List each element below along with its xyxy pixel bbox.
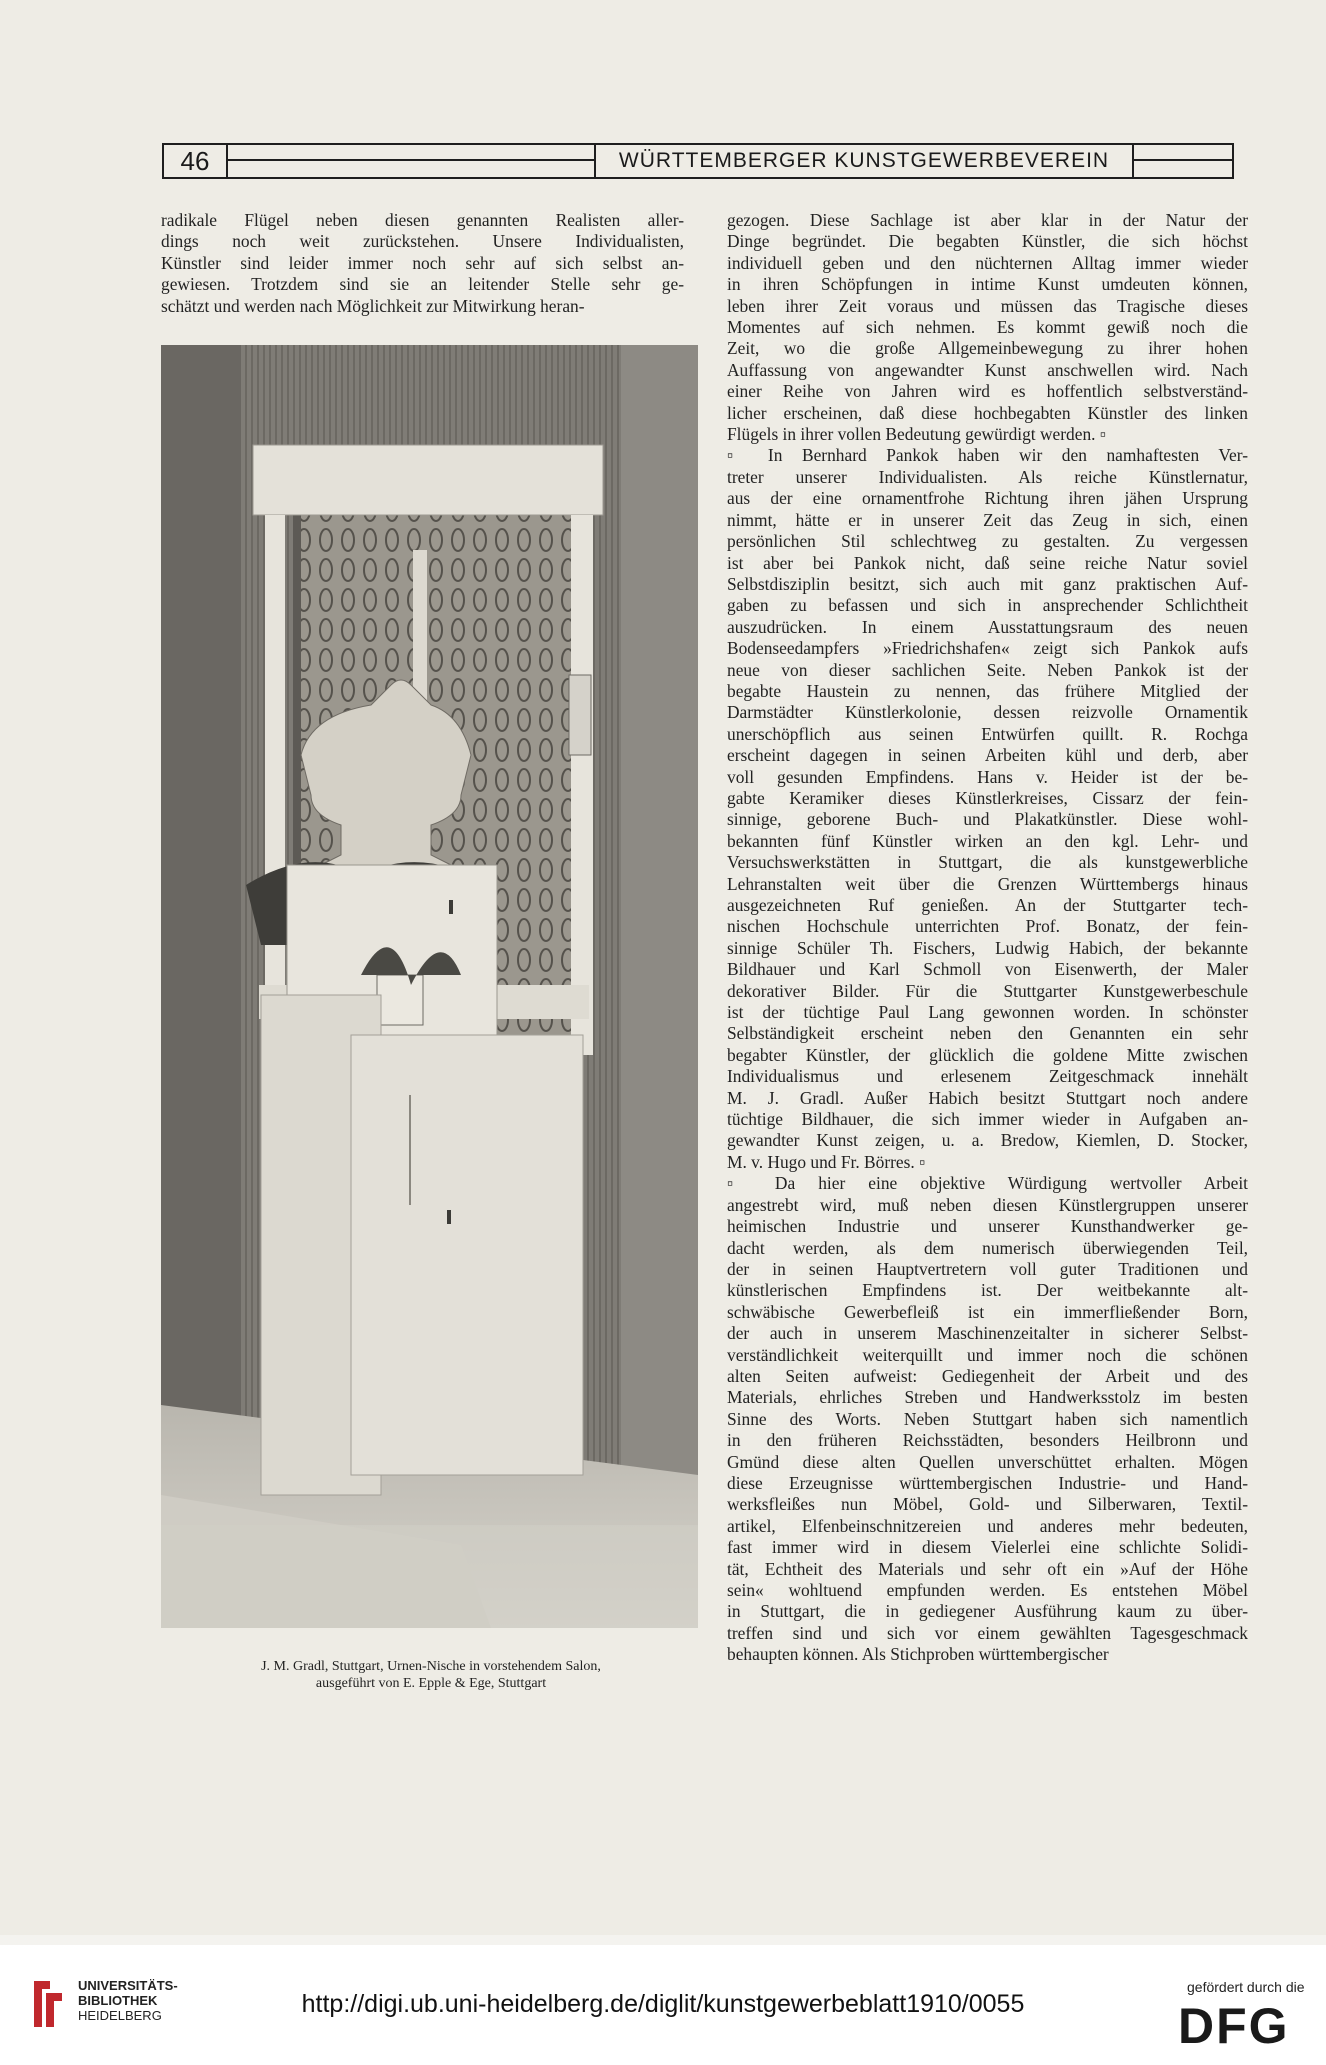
right-column-line: tüchtige Bildhauer, die sich immer wieder in Aufgaben an- xyxy=(727,1109,1248,1130)
right-column-line: nimmt, hätte er in unserer Zeit das Zeug in sich, einen xyxy=(727,509,1248,530)
library-line-1: UNIVERSITÄTS- xyxy=(78,1978,178,1993)
right-column-line: gezogen. Diese Sachlage ist aber klar in der Natur der xyxy=(727,210,1248,230)
page-edge xyxy=(0,1935,1326,1945)
right-column-line: begabte Haustein zu nennen, das frühere Mitglied der xyxy=(727,680,1248,701)
right-column-line: gabte Keramiker dieses Künstlerkreises, Cissarz der fein- xyxy=(727,787,1248,808)
right-column-line: Momentes auf sich nehmen. Es kommt gewiß noch die xyxy=(727,317,1248,338)
right-column-line: sinnige, geborene Buch- und Plakatkünstler. Diese wohl- xyxy=(727,809,1248,830)
left-column-line: dings noch weit zurückstehen. Unsere Individualisten, xyxy=(161,231,684,252)
running-header xyxy=(162,143,1234,179)
right-column-line: werksfleißes nun Möbel, Gold- und Silberwaren, Textil- xyxy=(727,1494,1248,1515)
right-column-line: Versuchswerkstätten in Stuttgart, die als kunstgewerbliche xyxy=(727,852,1248,873)
right-column-line: nischen Hochschule unterrichten Prof. Bonatz, der fein- xyxy=(727,916,1248,937)
right-column-line: ausgezeichneten Ruf genießen. An der Stuttgarter tech- xyxy=(727,895,1248,915)
header-rule-left xyxy=(228,159,594,161)
right-column-line: licher erscheinen, daß diese hochbegabten Künstler des linken xyxy=(727,402,1248,423)
left-column-line: Künstler sind leider immer noch sehr auf sich selbst an- xyxy=(161,252,684,273)
right-column-line: Gmünd diese alten Quellen unverschüttet erhalten. Mögen xyxy=(727,1451,1248,1472)
right-column-line: dekorativer Bilder. Für die Stuttgarter Kunstgewerbeschule xyxy=(727,980,1248,1001)
right-column-line: Flügels in ihrer vollen Bedeutung gewürdigt werden. ▫ xyxy=(727,424,1107,445)
caption-line-1: J. M. Gradl, Stuttgart, Urnen-Nische in vorstehendem Salon, xyxy=(261,1659,601,1674)
right-column-line: sein« wohltuend empfunden werden. Es entstehen Möbel xyxy=(727,1580,1248,1600)
source-url-link[interactable]: http://digi.ub.uni-heidelberg.de/diglit/kunstgewerbeblatt1910/0055 xyxy=(301,1990,1025,2018)
right-column-line: treter unserer Individualisten. Als reiche Künstlernatur, xyxy=(727,466,1248,487)
right-column-line: fast immer wird in diesem Vielerlei eine schlichte Solidi- xyxy=(727,1537,1248,1558)
right-column-line: Bodenseedampfers »Friedrichshafen« zeigt sich Pankok aufs xyxy=(727,638,1248,659)
right-column-line: Selbständigkeit erscheint neben den Genannten ein sehr xyxy=(727,1023,1248,1044)
right-column-line: in ihren Schöpfungen in intime Kunst umdeuten können, xyxy=(727,274,1248,295)
right-column-line: M. J. Gradl. Außer Habich besitzt Stuttgart noch andere xyxy=(727,1087,1248,1108)
right-column-line: begabter Künstler, der glücklich die goldene Mitte zwischen xyxy=(727,1044,1248,1065)
right-column-line: schwäbische Gewerbefleiß ist ein immerfließender Born, xyxy=(727,1301,1248,1322)
right-column-line: heimischen Industrie und unserer Kunsthandwerker ge- xyxy=(727,1216,1248,1237)
right-column-line: Individualismus und erlesenem Zeitgeschmack innehält xyxy=(727,1066,1248,1087)
urn-niche-photograph xyxy=(161,345,698,1628)
right-column-line: angestrebt wird, muß neben diesen Künstlergruppen unserer xyxy=(727,1194,1248,1215)
right-column-line: voll gesunden Empfindens. Hans v. Heider ist der be- xyxy=(727,766,1248,787)
right-column-line: Sinne des Worts. Neben Stuttgart haben sich namentlich xyxy=(727,1408,1248,1429)
right-column-line: dacht werden, als dem numerisch überwiegenden Teil, xyxy=(727,1237,1248,1258)
dfg-logo: DFG xyxy=(1178,1998,1290,2054)
right-column-line: Auffassung von angewandter Kunst anschwellen wird. Nach xyxy=(727,359,1248,380)
right-column-line: ▫ Da hier eine objektive Würdigung wertvoller Arbeit xyxy=(727,1173,1248,1194)
right-column-line: leben ihrer Zeit voraus und müssen das Tragische dieses xyxy=(727,295,1248,316)
right-column-line: erscheint dagegen in seinen Arbeiten kühl und derb, aber xyxy=(727,745,1248,766)
right-column-line: aus der eine ornamentfrohe Richtung ihren jähen Ursprung xyxy=(727,488,1248,509)
right-column-line: tät, Echtheit des Materials und sehr oft ein »Auf der Höhe xyxy=(727,1558,1248,1579)
right-column-line: M. v. Hugo und Fr. Börres. ▫ xyxy=(727,1151,926,1172)
right-column-line: ist der tüchtige Paul Lang gewonnen worden. In schönster xyxy=(727,1002,1248,1023)
right-column-line: ▫ In Bernhard Pankok haben wir den namhaftesten Ver- xyxy=(727,445,1248,466)
right-column-line: individuell geben und den nüchternen Alltag immer wieder xyxy=(727,252,1248,273)
right-column-line: behaupten können. Als Stichproben württembergischer xyxy=(727,1644,1109,1665)
right-column-line: ist aber bei Pankok nicht, daß seine reiche Natur soviel xyxy=(727,552,1248,573)
right-column-line: auszudrücken. In einem Ausstattungsraum des neuen xyxy=(727,616,1248,637)
right-column-text xyxy=(727,210,1248,1666)
right-column-line: einer Reihe von Jahren wird es hoffentlich selbstverständ- xyxy=(727,381,1248,402)
right-column-line: sinnige Schüler Th. Fischers, Ludwig Habich, der bekannte xyxy=(727,937,1248,958)
right-column-line: Dinge begründet. Die begabten Künstler, die sich höchst xyxy=(727,231,1248,252)
left-column-line: schätzt und werden nach Möglichkeit zur Mitwirkung heran- xyxy=(161,295,585,316)
right-column-line: gaben zu befassen und sich in ansprechender Schlichtheit xyxy=(727,595,1248,616)
left-column-text xyxy=(161,210,684,317)
library-line-2: BIBLIOTHEK xyxy=(78,1993,158,2008)
left-column-line: gewiesen. Trotzdem sind sie an leitender Stelle sehr ge- xyxy=(161,274,684,295)
right-column-line: Lehranstalten weit über die Grenzen Württembergs hinaus xyxy=(727,873,1248,894)
right-column-line: in den früheren Reichsstädten, besonders Heilbronn und xyxy=(727,1430,1248,1451)
right-column-line: in Stuttgart, die in gediegener Ausführung kaum zu über- xyxy=(727,1601,1248,1622)
right-column-line: persönlichen Stil schlechtweg zu gestalten. Zu vergessen xyxy=(727,531,1248,552)
right-column-line: Selbstdisziplin besitzt, sich auch mit ganz praktischen Auf- xyxy=(727,573,1248,594)
right-column-line: Bildhauer und Karl Schmoll von Eisenwerth, der Maler xyxy=(727,959,1248,980)
right-column-line: alten Seiten aufweist: Gediegenheit der Arbeit und des xyxy=(727,1365,1248,1386)
right-column-line: bekannten fünf Künstler wirken an den kgl. Lehr- und xyxy=(727,830,1248,851)
right-column-line: neue von dieser sachlichen Seite. Neben Pankok ist der xyxy=(727,659,1248,680)
journal-title: WÜRTTEMBERGER KUNSTGEWERBEVEREIN xyxy=(594,145,1134,177)
right-column-line: der in seinen Hauptvertretern voll guter Traditionen und xyxy=(727,1258,1248,1279)
right-column-line: artikel, Elfenbeinschnitzereien und anderes mehr bedeuten, xyxy=(727,1515,1248,1536)
right-column-line: künstlerischen Empfindens ist. Der weitbekannte alt- xyxy=(727,1280,1248,1301)
caption-line-2: ausgeführt von E. Epple & Ege, Stuttgart xyxy=(315,1676,547,1691)
right-column-line: Darmstädter Künstlerkolonie, dessen reizvolle Ornamentik xyxy=(727,702,1248,723)
right-column-line: diese Erzeugnisse württembergischen Industrie- und Hand- xyxy=(727,1472,1248,1493)
right-column-line: Zeit, wo die große Allgemeinbewegung zu ihrer hohen xyxy=(727,338,1248,359)
left-column-line: radikale Flügel neben diesen genannten Realisten aller- xyxy=(161,210,684,230)
page-number: 46 xyxy=(164,145,228,177)
funded-by-label: gefördert durch die xyxy=(1187,1979,1305,1995)
right-column-line: unerschöpflich aus seinen Entwürfen quillt. R. Rochga xyxy=(727,723,1248,744)
header-rule-right xyxy=(1134,159,1234,161)
right-column-line: gewandter Kunst zeigen, u. a. Bredow, Kiemlen, D. Stocker, xyxy=(727,1130,1248,1151)
right-column-line: treffen sind und sich vor einem gewählten Tagesgeschmack xyxy=(727,1622,1248,1643)
right-column-line: Materials, ehrliches Streben und Handwerksstolz im besten xyxy=(727,1387,1248,1408)
figure-caption xyxy=(161,1658,701,1692)
right-column-line: der auch in unserem Maschinenzeitalter in sicherer Selbst- xyxy=(727,1323,1248,1344)
library-line-3: HEIDELBERG xyxy=(78,2008,162,2023)
right-column-line: verständlichkeit weiterquillt und immer noch die schönen xyxy=(727,1344,1248,1365)
